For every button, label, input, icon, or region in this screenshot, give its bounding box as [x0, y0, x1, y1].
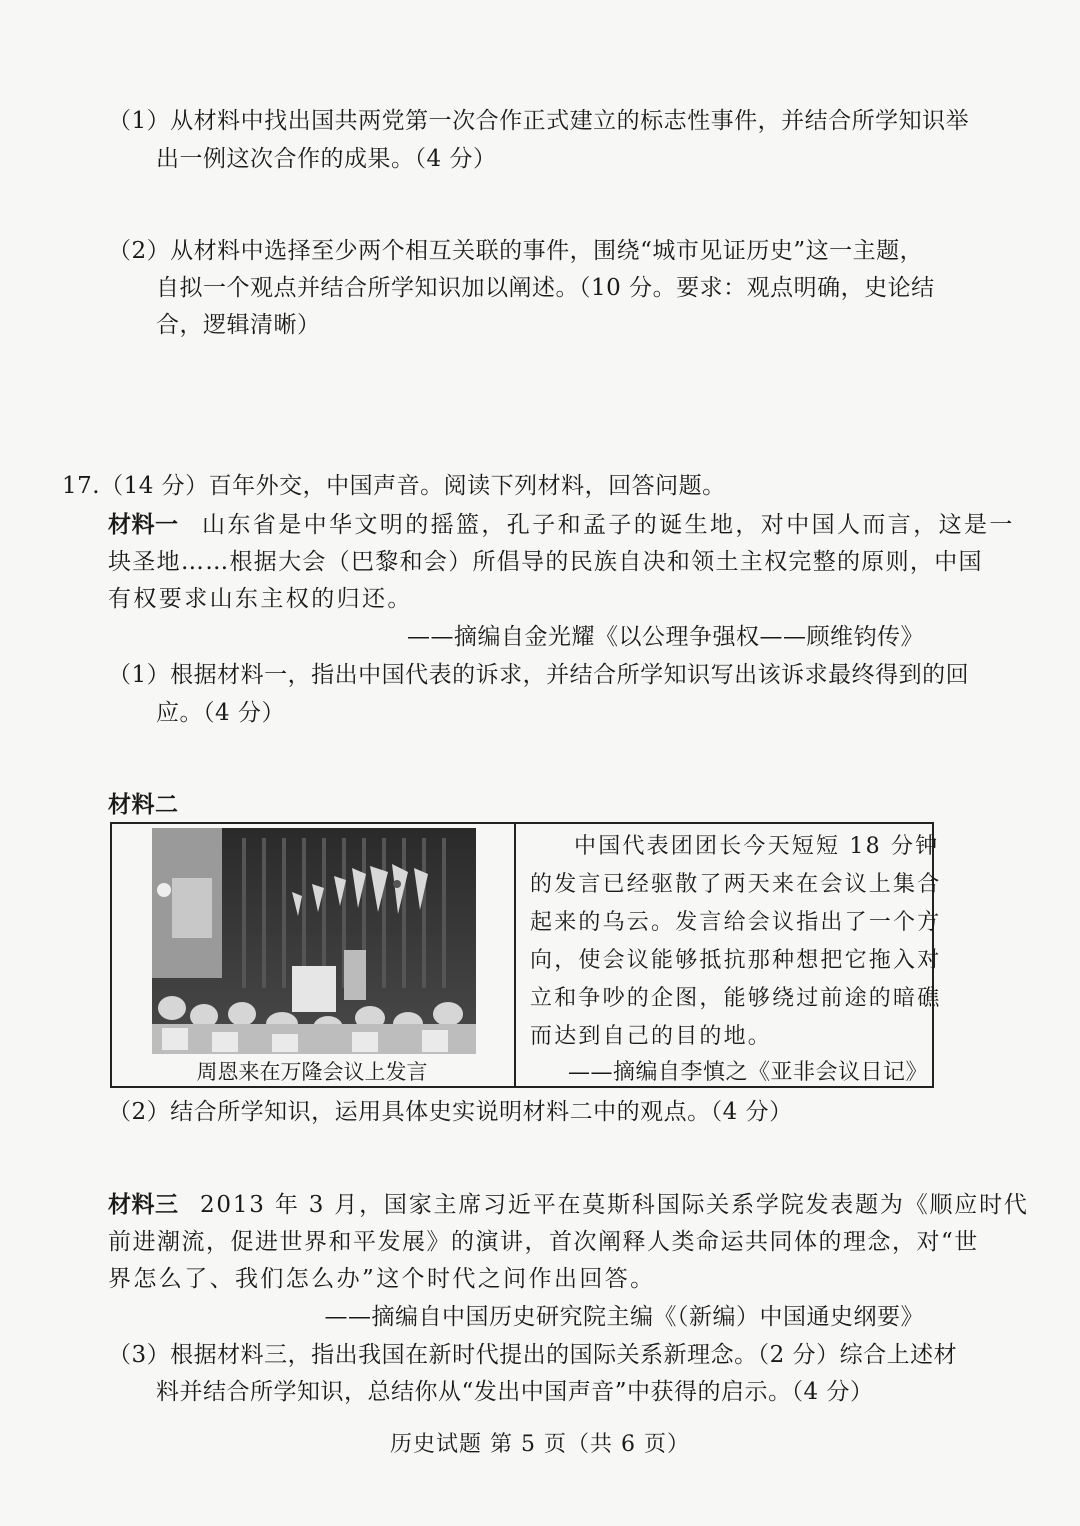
material1-line2: 块圣地……根据大会（巴黎和会）所倡导的民族自决和领土主权完整的原则，中国 [108, 549, 983, 575]
material2-label: 材料二 [108, 791, 179, 818]
q17-sub1-line1: （1）根据材料一，指出中国代表的诉求，并结合所学知识写出该诉求最终得到的回 [108, 662, 970, 688]
material3-label: 材料三 [108, 1191, 179, 1218]
material2-text-line3: 起来的乌云。发言给会议指出了一个方 [530, 910, 942, 935]
material2-text-line6: 而达到自己的目的地。 [530, 1024, 773, 1049]
material1-line3: 有权要求山东主权的归还。 [108, 586, 413, 612]
material2-text-line5: 立和争吵的企图，能够绕过前途的暗礁 [530, 986, 942, 1011]
material1-line1: 山东省是中华文明的摇篮，孔子和孟子的诞生地，对中国人而言，这是一 [202, 512, 1015, 538]
q17-sub1-line2: 应。（4 分） [156, 700, 285, 726]
q16-sub2-line2: 自拟一个观点并结合所学知识加以阐述。（10 分。要求：观点明确，史论结 [156, 275, 935, 301]
q17-sub3-line2: 料并结合所学知识，总结你从“发出中国声音”中获得的启示。（4 分） [156, 1379, 874, 1405]
q17-sub2-line1: （2）结合所学知识，运用具体史实说明材料二中的观点。（4 分） [108, 1099, 793, 1125]
material2-text-line4: 向，使会议能够抵抗那种想把它拖入对 [530, 948, 942, 973]
material2-text-line2: 的发言已经驱散了两天来在会议上集合 [530, 872, 942, 897]
q16-sub1-line2: 出一例这次合作的成果。（4 分） [156, 146, 497, 172]
q16-sub2-line1: （2）从材料中选择至少两个相互关联的事件，围绕“城市见证历史”这一主题， [108, 238, 924, 264]
q17-sub3-line1: （3）根据材料三，指出我国在新时代提出的国际关系新理念。（2 分）综合上述材 [108, 1342, 958, 1368]
material2-text-line1: 中国代表团团长今天短短 18 分钟 [574, 834, 940, 859]
material3-line1: 2013 年 3 月，国家主席习近平在莫斯科国际关系学院发表题为《顺应时代 [200, 1192, 1029, 1218]
photo-caption: 周恩来在万隆会议上发言 [196, 1060, 428, 1084]
bandung-conference-photo [152, 828, 476, 1054]
material3-source: ——摘编自中国历史研究院主编《（新编）中国通史纲要》 [324, 1304, 924, 1330]
material1-label: 材料一 [108, 511, 179, 538]
photo-illustration [152, 828, 476, 1054]
material1-source: ——摘编自金光耀《以公理争强权——顾维钧传》 [407, 624, 924, 650]
material3-line2: 前进潮流，促进世界和平发展》的演讲，首次阐释人类命运共同体的理念，对“世 [108, 1229, 979, 1255]
q17-header: 17.（14 分）百年外交，中国声音。阅读下列材料，回答问题。 [62, 473, 726, 499]
q16-sub2-line3: 合，逻辑清晰） [156, 312, 321, 338]
material2-source: ——摘编自李慎之《亚非会议日记》 [567, 1060, 928, 1085]
material2-divider [514, 822, 516, 1088]
material3-line3: 界怎么了、我们怎么办”这个时代之问作出回答。 [108, 1266, 656, 1292]
q16-sub1-line1: （1）从材料中找出国共两党第一次合作正式建立的标志性事件，并结合所学知识举 [108, 108, 970, 134]
page-footer: 历史试题 第 5 页（共 6 页） [390, 1432, 690, 1457]
